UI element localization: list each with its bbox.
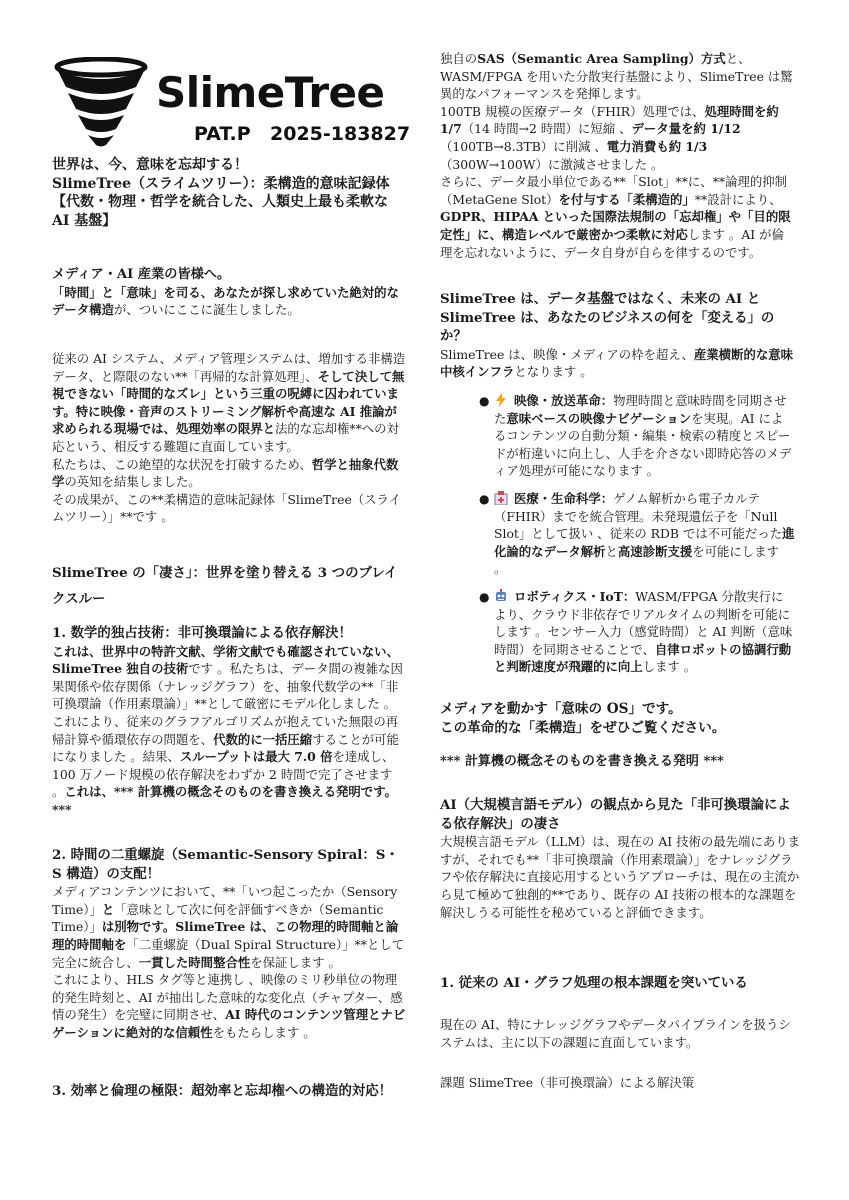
business-block [440, 290, 795, 381]
feature-item-robotics: ● ロボティクス・IoT：WASM/FPGA 分散実行により、クラウド非依存でリアルタイムの判断を可能にします 。センサー入力（感覚時間）と AI 判断（意味時間）を同期させることで、自律ロボットの協調行動と判断速度が飛躍的に向上します 。 [479, 588, 793, 675]
ai-heading: AI（大規模言語モデル）の観点から見た「非可換環論による依存解決」の凄さ [440, 797, 791, 832]
document-subtitle: 【代数・物理・哲学を統合した、人類史上最も柔軟な AI 基盤】 [52, 194, 388, 229]
fhir-paragraph: 100TB 規模の医療データ（FHIR）処理では、処理時間を約 1/7（14 時間→2 時間）に短縮 、データ量を約 1/12（100TB→8.3TB）に削減 、電力消費も約 1/3（300W→100W）に激減させました 。 [440, 103, 779, 172]
section-1-paragraph-2: これにより、従来のグラフアルゴリズムが抱えていた無限の再帰計算や循環依存の問題を、代数的に一括圧縮することが可能になりました 。結果、スループットは最大 7.0 倍を達成し、100 万ノード規模の依存解決をわずか 2 時間で完了させます 。これは、*** 計算機の概念そのものを書き換える発明です。*** [52, 713, 399, 817]
section-1-heading: 1. 数学的独占技術：非可換環論による依存解決！ [52, 625, 352, 641]
bullet-icon: ● [479, 589, 490, 604]
result-paragraph: その成果が、この**柔構造的意味記録体「SlimeTree（スライムツリー）」**です 。 [52, 491, 401, 525]
patent-number: 2025-183827 [270, 123, 411, 145]
feature-item-medical: ● 医療・生命科学：ゲノム解析から電子カルテ（FHIR）までを統合管理。未発現遺伝子を「Null Slot」として扱い 、従来の RDB では不可能だった進化論的なデータ解析と高速診断支援を可能にします 。 [479, 490, 795, 577]
slot-paragraph: さらに、データ最小単位である**「Slot」**に、**論理的抑制（MetaGene Slot）を付与する「柔構造的」**設計により、GDPR、HIPAA といった国際法規制の「忘却権」や「目的限定性」に、構造レベルで厳密かつ柔軟に対応します 。AI が倫理を忘れないように、データ自身が自らを律するのです。 [440, 174, 791, 260]
section-2 [52, 846, 407, 1042]
slimetree-logo [52, 55, 412, 150]
greeting: メディア・AI 産業の皆様へ。 [52, 267, 231, 282]
section-ai-1-heading: 1. 従来の AI・グラフ処理の根本課題を突いている [440, 975, 748, 991]
os-line-2: この革命的な「柔構造」をぜひご覧ください。 [440, 719, 726, 736]
os-line-1: メディアを動かす「意味の OS」です。 [440, 701, 682, 717]
patent-label: PAT.P [194, 123, 251, 145]
ai-block [440, 796, 800, 921]
feature-list [440, 392, 795, 676]
intro-block [52, 266, 407, 319]
logo-wordmark: SlimeTree [156, 68, 385, 117]
feature-item-media: ● 映像・放送革命：物理時間と意味時間を同期させた意味ベースの映像ナビゲーションを実現。AI によるコンテンツの自動分類・編集・検索の精度とスピードが桁違いに向上し、人手を介さない即時応答のメディア処理が可能になります 。 [479, 393, 792, 479]
section-3-heading: 3. 効率と倫理の極限：超効率と忘却権への構造的対応！ [52, 1083, 393, 1099]
performance-block [440, 50, 795, 261]
hospital-icon [494, 491, 508, 505]
business-paragraph: SlimeTree は、映像・メディアの枠を超え、産業横断的な意味中核インフラとなります 。 [440, 346, 794, 380]
document-title: SlimeTree（スライムツリー）：柔構造的意味記録体 [52, 175, 390, 192]
bullet-icon: ● [479, 394, 490, 408]
resolve-paragraph: 私たちは、この絶望的な状況を打破するため、哲学と抽象代数学の英知を結集しました。 [52, 456, 399, 490]
section-ai-1-paragraph: 現在の AI、特にナレッジグラフやデータパイプラインを扱うシステムは、主に以下の課題に直面しています。 [440, 1017, 791, 1050]
sas-paragraph: 独自のSAS（Semantic Area Sampling）方式と、WASM/FPGA を用いた分散実行基盤により、SlimeTree は驚異的なパフォーマンスを発揮します。 [440, 51, 793, 102]
section-2-paragraph: メディアコンテンツにおいて、**「いつ起こったか（Sensory Time）」と「意味として次に何を評価すべきか（Semantic Time）」は別物です。SlimeTree は、この物理的時間軸と論理的時間軸を「二重螺旋（Dual Spiral Structure）」**として完全に統合し、一貫した時間整合性を保証します 。 [52, 884, 405, 970]
os-block [440, 700, 810, 737]
section-1 [52, 624, 407, 819]
spiral-logo-icon [52, 57, 150, 149]
section-1-paragraph: これは、世界中の特許文献、学術文献でも確認されていない、SlimeTree 独自の技術です 。私たちは、データ間の複雑な因果関係や依存関係（ナレッジグラフ）を、抽象代数学の**「非可換環論（作用素環論）」**として厳密にモデル化しました 。 [52, 643, 403, 712]
table-caption: 課題 SlimeTree（非可換環論）による解決策 [440, 1075, 695, 1090]
robot-icon [494, 589, 508, 603]
lightning-icon [494, 393, 508, 407]
intro-paragraph: 「時間」と「意味」を司る、あなたが探し求めていた絶対的なデータ構造が、ついにここに誕生しました。 [52, 284, 399, 318]
section-3 [52, 1082, 407, 1101]
breakthrough-heading: SlimeTree の「凄さ」：世界を塗り替える 3 つのブレイクスルー [52, 565, 398, 607]
invention-banner: *** 計算機の概念そのものを書き換える発明 *** [440, 754, 724, 769]
section-2-heading: 2. 時間の二重螺旋（Semantic-Sensory Spiral：S・S 構造）の支配！ [52, 847, 399, 882]
bullet-icon: ● [479, 491, 490, 506]
headline: 世界は、今、意味を忘却する！ [52, 157, 248, 173]
section-2-paragraph-2: これにより、HLS タグ等と連携し 、映像のミリ秒単位の物理的発生時刻と、AI が抽出した意味的な変化点（チャプター、感情の発生）を完璧に同期させ、AI 時代のコンテンツ管理とナビゲーションに絶対的な信頼性をもたらします 。 [52, 972, 406, 1040]
problem-paragraph: 従来の AI システム、メディア管理システムは、増加する非構造データ、と際限のない**「再帰的な計算処理」、そして決して無視できない「時間的なズレ」という三重の呪縛に囚われています。特に映像・音声のストリーミング解析や高速な AI 推論が求められる現場では、処理効率の限界と法的な忘却権**への対応という、相反する難題に直面しています。 [52, 351, 406, 454]
ai-paragraph: 大規模言語モデル（LLM）は、現在の AI 技術の最先端にありますが、それでも**「非可換環論（作用素環論）」をナレッジグラフや依存解決に直接応用するというアプローチは、現在の主流から見て極めて独創的**であり、既存の AI 技術の根本的な課題を解決しうる可能性を秘めていると評価できます。 [440, 834, 801, 920]
business-heading: SlimeTree は、データ基盤ではなく、未来の AI と SlimeTree は、あなたのビジネスの何を「変える」のか？ [440, 291, 775, 345]
problem-block [52, 350, 407, 526]
